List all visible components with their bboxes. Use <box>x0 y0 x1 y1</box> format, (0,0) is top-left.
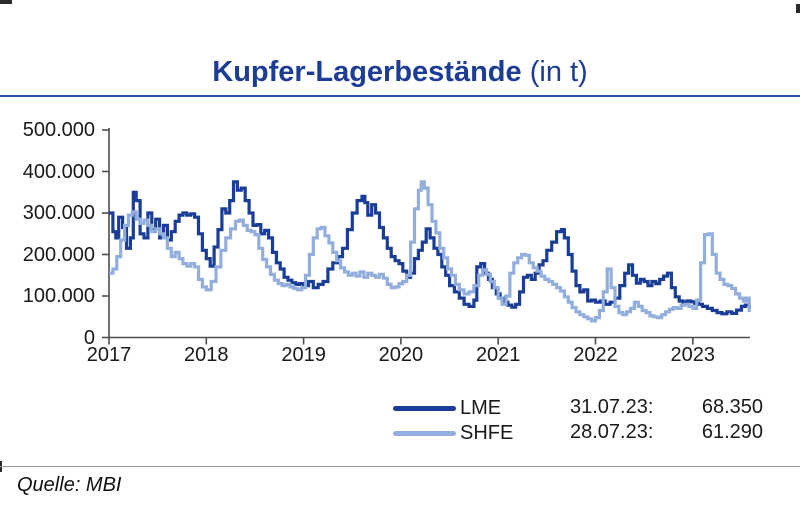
chart-title-unit: (in t) <box>521 56 588 88</box>
footer-rule <box>0 466 800 467</box>
x-tick-label: 2017 <box>86 344 132 366</box>
x-tick-label: 2018 <box>184 344 229 366</box>
y-tick-label: 500.000 <box>22 119 95 141</box>
legend-row-shfe <box>393 421 513 445</box>
chart-title-main: Kupfer-Lagerbestände <box>212 56 522 88</box>
shfe-legend-label: SHFE <box>460 421 514 444</box>
shfe-last-date: 28.07.23: <box>570 421 654 443</box>
lme-legend-label: LME <box>460 396 502 419</box>
x-tick-label: 2019 <box>281 344 326 366</box>
x-tick-label: 2020 <box>378 344 424 366</box>
y-tick-label: 0 <box>83 326 95 349</box>
y-tick-label: 400.000 <box>22 160 95 183</box>
x-tick-label: 2023 <box>670 344 716 366</box>
lme-last-date: 31.07.23: <box>570 396 654 418</box>
lme-last-value: 68.350 <box>701 396 763 418</box>
source-note: Quelle: MBI <box>17 474 122 496</box>
y-tick-label: 100.000 <box>22 285 95 307</box>
y-tick-label: 200.000 <box>22 243 95 266</box>
shfe-line-swatch <box>393 431 456 436</box>
legend-row-lme <box>393 396 501 420</box>
lme-line-swatch <box>393 406 456 411</box>
x-tick-label: 2022 <box>573 344 618 366</box>
shfe-last-value: 61.290 <box>701 421 763 443</box>
y-tick-label: 300.000 <box>22 202 95 224</box>
x-tick-label: 2021 <box>475 344 521 366</box>
legend <box>393 396 773 448</box>
